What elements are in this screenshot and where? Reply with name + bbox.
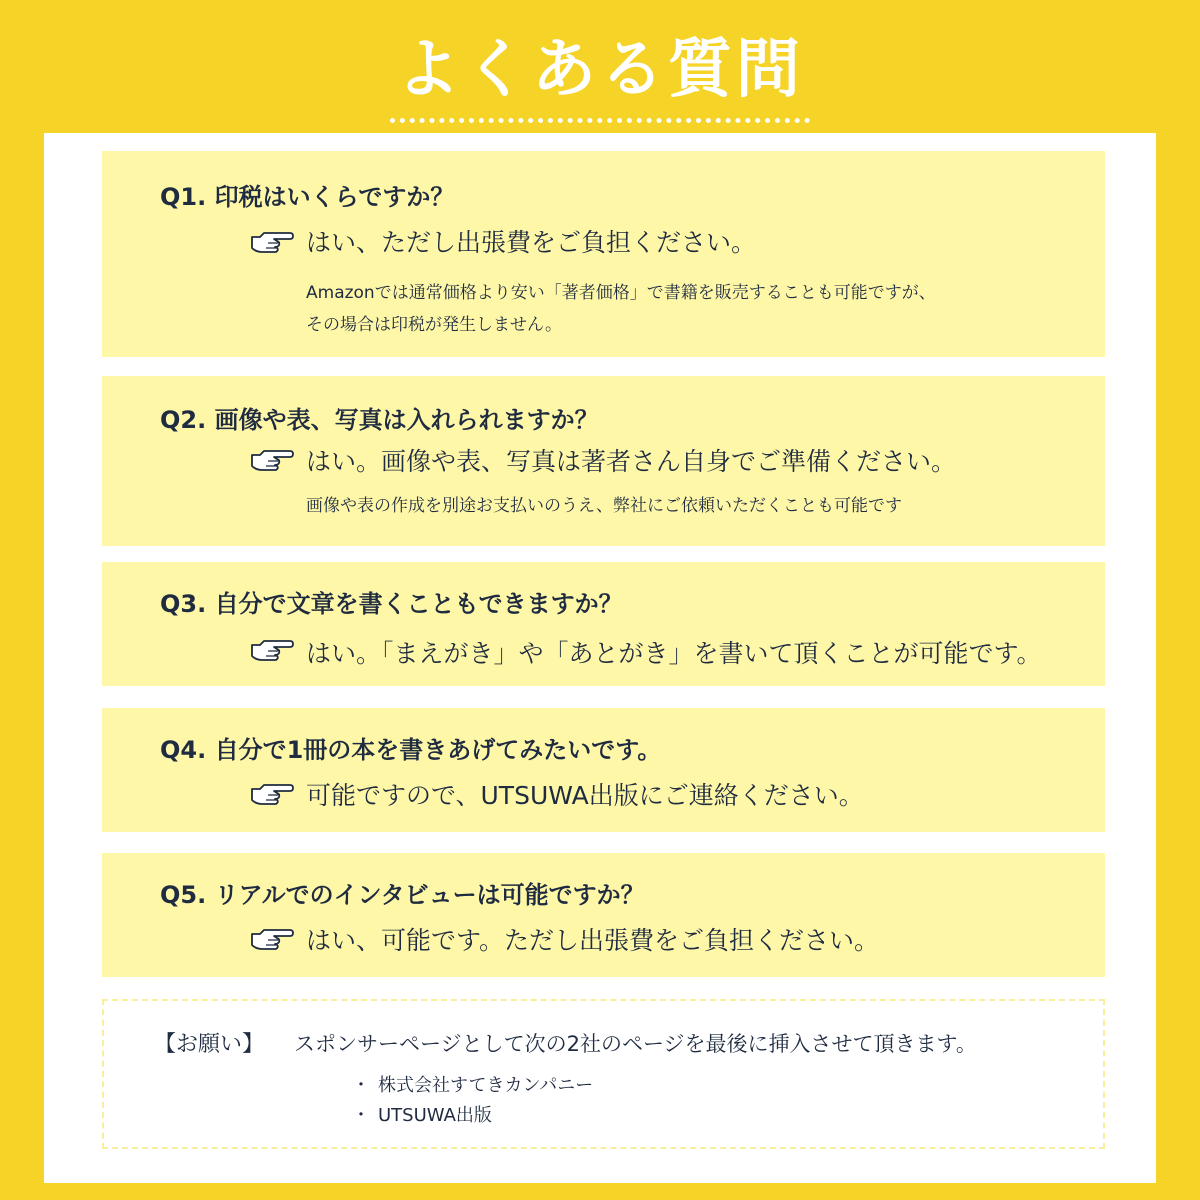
faq-note-1-line-2: その場合は印税が発生しません。	[306, 315, 563, 335]
pointing-hand-icon	[250, 228, 294, 256]
faq-item-5	[102, 853, 1105, 977]
faq-item-1	[102, 151, 1105, 357]
faq-answer-3: はい。「まえがき」や「あとがき」を書いて頂くことが可能です。	[306, 639, 1042, 668]
bullet: ・	[352, 1075, 370, 1096]
faq-question-4: Q4. 自分で1冊の本を書きあげてみたいです。	[160, 736, 662, 764]
faq-answer-2: はい。画像や表、写真は著者さん自身でご準備ください。	[306, 447, 957, 476]
faq-note-1-line-1: Amazonでは通常価格より安い「著者価格」で書籍を販売することも可能ですが、	[306, 283, 936, 303]
faq-item-3	[102, 562, 1105, 686]
page-title: よくある質問	[390, 30, 810, 123]
sponsor-name-1: 株式会社すてきカンパニー	[378, 1075, 594, 1096]
pointing-hand-icon	[250, 446, 294, 474]
faq-item-2	[102, 376, 1105, 546]
faq-answer-4: 可能ですので、UTSUWA出版にご連絡ください。	[306, 781, 864, 810]
pointing-hand-icon	[250, 780, 294, 808]
faq-question-3: Q3. 自分で文章を書くこともできますか？	[160, 590, 623, 618]
faq-question-2: Q2. 画像や表、写真は入れられますか？	[160, 406, 599, 434]
request-text: スポンサーページとして次の2社のページを最後に挿入させて頂きます。	[294, 1032, 977, 1056]
faq-note-2-line-1: 画像や表の作成を別途お支払いのうえ、弊社にご依頼いただくことも可能です	[306, 496, 903, 516]
faq-question-5: Q5. リアルでのインタビューは可能ですか？	[160, 881, 645, 909]
request-label: 【お願い】	[154, 1032, 265, 1057]
faq-item-4	[102, 708, 1105, 832]
faq-panel	[44, 133, 1156, 1183]
faq-answer-5: はい、可能です。ただし出張費をご負担ください。	[306, 926, 880, 955]
pointing-hand-icon	[250, 636, 294, 664]
pointing-hand-icon	[250, 925, 294, 953]
request-box	[102, 999, 1105, 1149]
sponsor-name-2: UTSUWA出版	[378, 1105, 492, 1126]
faq-question-1: Q1. 印税はいくらですか？	[160, 183, 455, 211]
title-area	[0, 30, 1200, 123]
faq-answer-1: はい、ただし出張費をご負担ください。	[306, 228, 757, 257]
sponsor-list-item-1	[352, 1071, 593, 1097]
sponsor-list-item-2	[352, 1101, 492, 1127]
bullet: ・	[352, 1105, 370, 1126]
